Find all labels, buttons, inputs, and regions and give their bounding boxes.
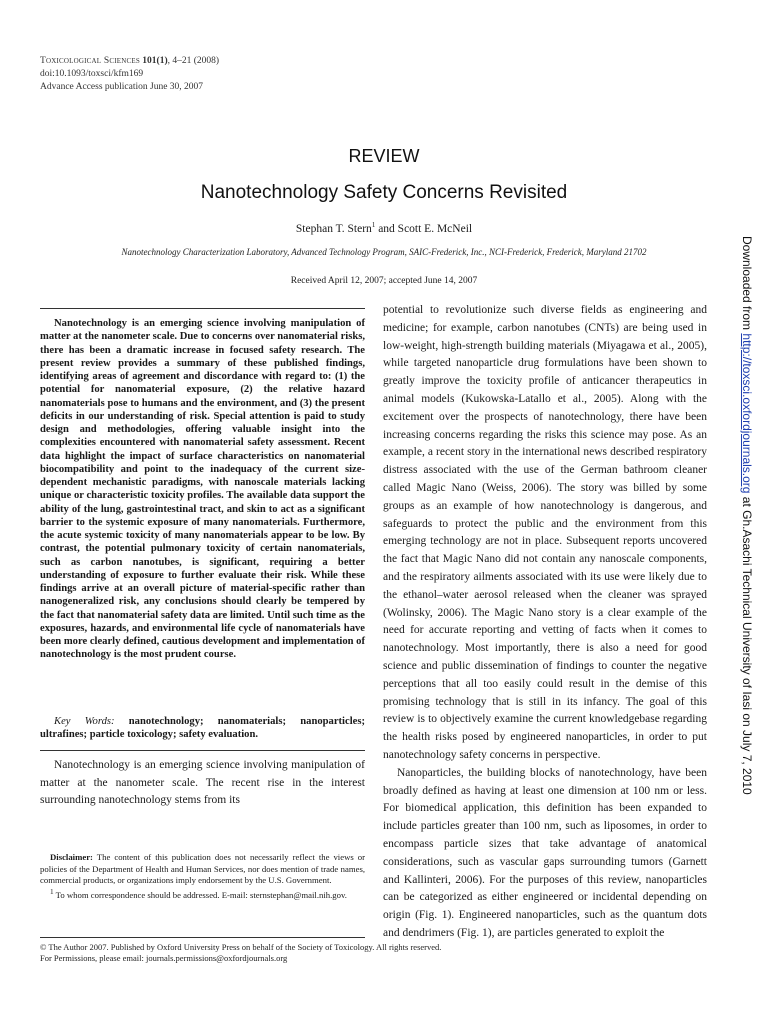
abstract <box>40 317 365 662</box>
download-suffix: at Gh.Asachi Technical University of Iasi on July 7, 2010 <box>740 493 754 795</box>
correspondence-text: To whom correspondence should be addressed. E-mail: sternstephan@mail.nih.gov. <box>53 889 347 900</box>
download-prefix: Downloaded from <box>740 236 754 334</box>
journal-pages: , 4–21 (2008) <box>167 56 220 66</box>
affiliation: Nanotechnology Characterization Laboratory, Advanced Technology Program, SAIC-Frederick, Inc., NCI-Frederick, Frederick, Maryland 21702 <box>121 247 647 257</box>
authors <box>0 221 768 235</box>
keywords <box>40 715 365 742</box>
copyright-line: © The Author 2007. Published by Oxford University Press on behalf of the Society of Toxicology. All rights reserved. <box>40 942 442 952</box>
right-column <box>383 302 707 943</box>
disclaimer-footnote <box>40 852 365 887</box>
abstract-bottom-rule <box>40 750 365 751</box>
footer-rule <box>40 937 365 938</box>
author-2: Scott E. McNeil <box>397 222 473 235</box>
correspondence-footnote <box>40 887 365 901</box>
journal-link[interactable]: http://toxsci.oxfordjournals.org <box>740 333 754 494</box>
author-1: Stephan T. Stern <box>295 222 372 235</box>
correspondence-mark: 1 <box>50 887 54 896</box>
keywords-label: Key Words: <box>54 716 115 727</box>
doi: doi:10.1093/toxsci/kfm169 <box>40 69 144 79</box>
journal-volume: 101(1) <box>142 56 168 66</box>
copyright <box>40 942 441 964</box>
author-connector: and <box>375 222 398 235</box>
body-paragraph-1: potential to revolutionize such diverse fields as engineering and medicine; for example, carbon nanotubes (CNTs) are being used in low-weight, high-strength building materials (Miyagawa et al., 2005), while targeted nanoparticle drug formulations have been shown to greatly improve the toxicity profile of anticancer therapeutics in animal models (Kukowska-Latallo et al., 2005). Along with the excitement over the prospects of nanotechnology, there have been increasing concerns regarding the risks this science may pose. As an example, a recent story in the international news described respiratory distress associated with the use of the German bathroom cleaner called Magic Nano (Weiss, 2006). The story was billed by some groups as an example of how nanotechnology is dangerous, and safeguards to protect the public and the environment from this emerging technology are not in place. Subsequent reports uncovered the fact that Magic Nano did not contain any nanoscale components, and the respiratory ailments associated with its use were likely due to the ethanol–water aerosol released when the cleaner was sprayed (Wolinsky, 2006). The Magic Nano story is a clear example of the need for accurate reporting and vetting of facts when it comes to nanotechnology. Most importantly, there is also a need for good science and public dissemination of findings to counter the negative perceptions that all too easily could result in the demise of this promising technology that is still in its infancy. The goal of this review is to objectively examine the current knowledgebase regarding the health risks posed by engineered nanoparticles, in order to put nanotechnology safety concerns in perspective. <box>383 304 707 761</box>
journal-citation <box>40 55 219 68</box>
author-1-footnote-mark: 1 <box>371 221 376 229</box>
abstract-top-rule <box>40 308 365 309</box>
abstract-text: Nanotechnology is an emerging science involving manipulation of matter at the nanometer scale. Due to concerns over nanomaterial risks, there has been a dramatic increase in focused safety research. The present review provides a summary of these published findings, identifying areas of agreement and discordance with regard to: (1) the potential for nanomaterial exposure, (2) the relative hazard nanomaterials pose to humans and the environment, and (3) the present deficits in our understanding of risk. Special attention is paid to study design and methodologies, offering valuable insight into the complexities encountered with nanomaterial safety assessment. Recent data highlight the impact of surface characteristics on nanomaterial biocompatibility and point to the inadequacy of the current size-dependent mechanistic paradigms, with nanoscale materials lacking unique or characteristic toxicity profiles. The available data support the ability of the lung, gastrointestinal tract, and skin to act as a significant barrier to the systemic exposure of many nanomaterials. Furthermore, the acute systemic toxicity of many nanomaterials appear to be low. By contrast, the potential pulmonary toxicity of certain nanomaterials, such as carbon nanotubes, is significant, requiring a better understanding of exposure to further evaluate their risk. While these findings arrive at an overall picture of material-specific rather than nanogeneralized risk, any conclusions should clearly be tempered by the fact that nanomaterial safety data are limited. Until such time as the exposures, hazards, and environmental life cycle of nanomaterials have been more clearly defined, cautious development and implementation of nanotechnology is the most prudent course. <box>40 318 365 661</box>
keywords-text: nanotechnology; nanomaterials; nanoparticles; ultrafines; particle toxicology; safety evaluation. <box>40 716 365 741</box>
disclaimer-text: The content of this publication does not necessarily reflect the views or policies of the Department of Health and Human Services, nor does mention of trade names, commercial products, or organizations imply endorsement by the U.S. Government. <box>40 852 365 885</box>
journal-header <box>40 55 219 94</box>
body-paragraph-2: Nanoparticles, the building blocks of nanotechnology, have been broadly defined as having at least one dimension at 100 nm or less. For biomedical application, this definition has been expanded to include particles greater than 100 nm, such as liposomes, in order to encompass particle sizes that take advantage of anatomical considerations, such as vascular gaps surrounding tumors (Garnett and Kallinteri, 2006). For the purposes of this review, nanoparticles can be categorized as either engineered or incidental depending on origin (Fig. 1). Engineered nanoparticles, such as the quantum dots and dendrimers (Fig. 1), are particles generated to exploit the <box>383 766 707 939</box>
footnotes <box>40 852 365 901</box>
intro-paragraph: Nanotechnology is an emerging science involving manipulation of matter at the nanometer scale. The recent rise in the interest surrounding nanotechnology stems from its <box>40 759 365 806</box>
download-watermark <box>740 236 754 795</box>
article-title: Nanotechnology Safety Concerns Revisited <box>200 182 568 203</box>
permissions-line: For Permissions, please email: journals.permissions@oxfordjournals.org <box>40 953 288 963</box>
received-dates: Received April 12, 2007; accepted June 14, 2007 <box>290 276 478 286</box>
advance-access-note: Advance Access publication June 30, 2007 <box>40 82 204 92</box>
section-title: REVIEW <box>348 146 420 166</box>
journal-name: Toxicological Sciences <box>40 56 140 66</box>
disclaimer-label: Disclaimer: <box>50 852 93 862</box>
